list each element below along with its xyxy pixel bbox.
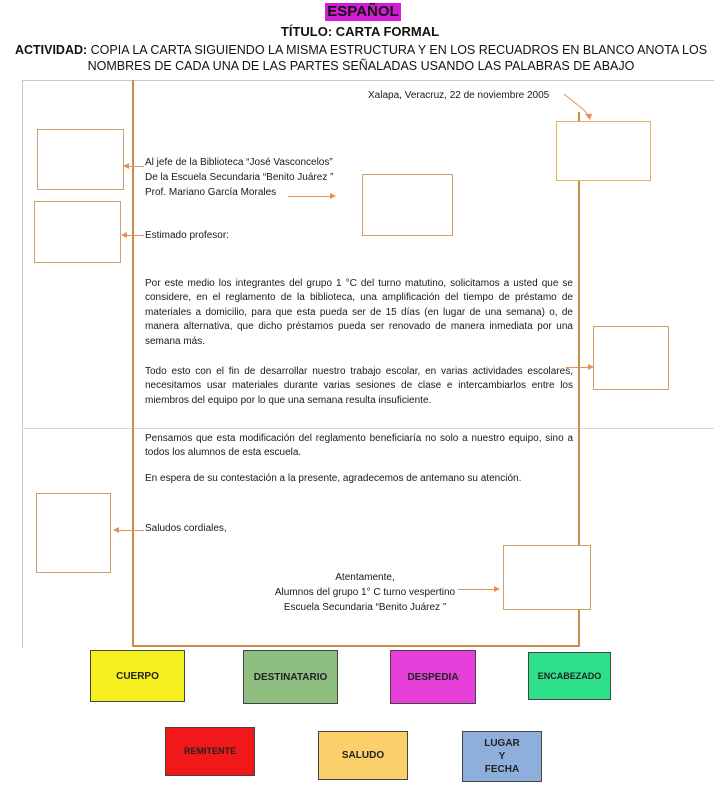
farewell-text: Saludos cordiales, (145, 523, 227, 534)
recipient-line: De la Escuela Secundaria “Benito Juárez ” (145, 172, 334, 183)
word-bank-card[interactable]: LUGAR Y FECHA (462, 731, 542, 782)
left-margin-line (132, 80, 134, 646)
arrow-signature (458, 589, 494, 590)
page-title: TÍTULO: CARTA FORMAL (280, 24, 440, 39)
signature-line: Escuela Secundaria “Benito Juárez ” (283, 602, 447, 613)
answer-box-place-date[interactable] (556, 121, 651, 181)
arrowhead-left-icon (123, 163, 129, 169)
page-fold-line (22, 428, 714, 429)
word-bank-card[interactable]: DESPEDIA (390, 650, 476, 704)
body-paragraph: Todo esto con el fin de desarrollar nuestro trabajo escolar, en varias actividades escolares, necesitamos usar materiales durante varias sesiones de clase e intercambiarlos entre los miembros del equipo por lo que una semana resulta insuficiente. (145, 366, 573, 406)
body-paragraph: Pensamos que esta modificación del reglamento beneficiaría no solo a nuestro equipo, sino a todos los alumnos de esta escuela. (145, 433, 573, 459)
greeting-text: Estimado profesor: (145, 230, 229, 241)
answer-box-farewell[interactable] (36, 493, 111, 573)
arrow-farewell (118, 530, 144, 531)
bottom-margin-line (132, 645, 580, 647)
word-bank-card[interactable]: ENCABEZADO (528, 652, 611, 700)
signature-line: Alumnos del grupo 1° C turno vespertino (274, 587, 456, 598)
place-date-text: Xalapa, Veracruz, 22 de noviembre 2005 (368, 90, 550, 101)
answer-box-recipient[interactable] (37, 129, 124, 190)
instructions-text: COPIA LA CARTA SIGUIENDO LA MISMA ESTRUCTURA Y EN LOS RECUADROS EN BLANCO ANOTA LOS NOMBRES DE CADA UNA DE LAS PARTES SEÑALADAS USANDO LAS PALABRAS DE ABAJO (87, 43, 708, 73)
arrowhead-right-icon (330, 193, 336, 199)
arrowhead-right-icon (588, 364, 594, 370)
signature-line: Atentamente, (335, 572, 395, 583)
answer-box-greeting[interactable] (34, 201, 121, 263)
body-paragraph: Por este medio los integrantes del grupo 1 °C del turno matutino, solicitamos a usted que se considere, en el reglamento de la biblioteca, una amplificación del tiempo de préstamo de materiales a domicilio, para que esta pueda ser de 15 días (en lugar de una semana) o, de manera alternativa, que dicho préstamos pueda ser renovado de manera inmediata por una semana más. (145, 278, 573, 347)
word-bank-card[interactable]: DESTINATARIO (243, 650, 338, 704)
arrowhead-left-icon (121, 232, 127, 238)
recipient-block (145, 155, 333, 200)
arrow-greeting (126, 235, 144, 236)
answer-box-sender-name[interactable] (362, 174, 453, 236)
body-paragraph: En espera de su contestación a la presente, agradecemos de antemano su atención. (145, 473, 522, 484)
word-bank-card[interactable]: REMITENTE (165, 727, 255, 776)
arrowhead-right-icon (494, 586, 500, 592)
arrow-sender-name (288, 196, 330, 197)
answer-box-body[interactable] (593, 326, 669, 390)
activity-instructions (4, 42, 718, 74)
answer-box-signature[interactable] (503, 545, 591, 610)
arrow-body (566, 367, 588, 368)
recipient-line: Al jefe de la Biblioteca “José Vasconcelos” (145, 157, 333, 168)
recipient-line: Prof. Mariano García Morales (145, 187, 277, 198)
instructions-label: ACTIVIDAD: (14, 43, 88, 57)
arrowhead-left-icon (113, 527, 119, 533)
arrow-recipient (128, 166, 144, 167)
word-bank-card[interactable]: SALUDO (318, 731, 408, 780)
arrow-place-date (560, 90, 600, 122)
subject-label: ESPAÑOL (325, 3, 401, 21)
word-bank-card[interactable]: CUERPO (90, 650, 185, 702)
signature-block (245, 570, 485, 615)
